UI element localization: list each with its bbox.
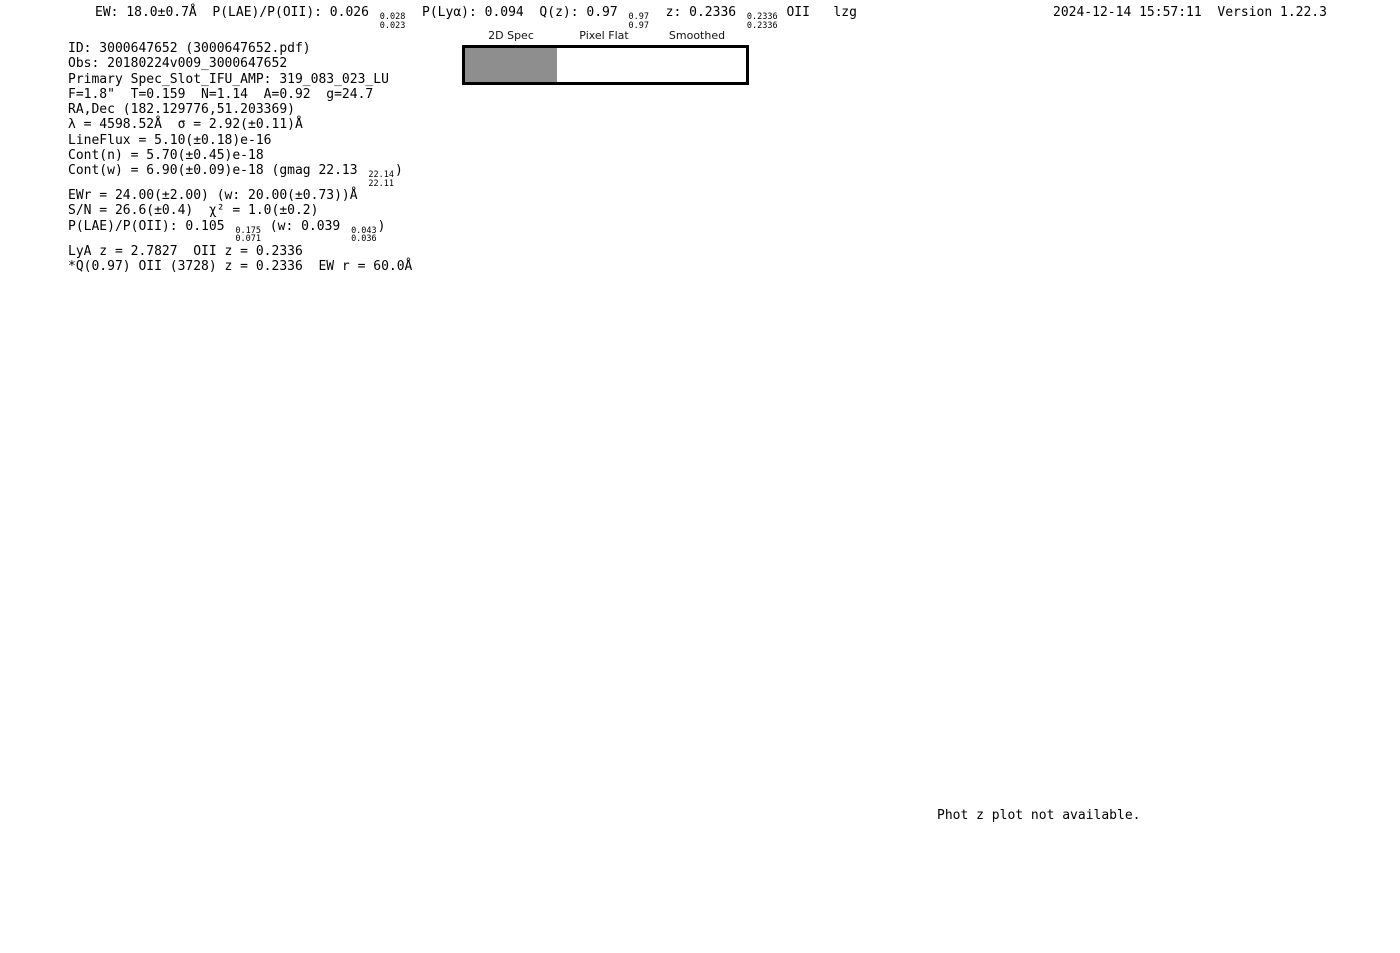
info-line: LyA z = 2.7827 OII z = 0.2336 <box>68 243 303 259</box>
stacked-uncertainty: 0.028 0.023 <box>379 12 406 31</box>
stacked-uncertainty: 0.2336 0.2336 <box>746 12 778 31</box>
spec2d-column-title: Smoothed <box>668 29 726 42</box>
info-line: P(LAE)/P(OII): 0.105 0.175 0.071 (w: 0.039 0.043 0.036 ) <box>68 218 386 244</box>
photz-note: Phot z plot not available. <box>937 808 1141 823</box>
info-line: Obs: 20180224v009_3000647652 <box>68 56 288 72</box>
spec2d-image <box>465 48 557 82</box>
detection-info-block <box>68 41 412 274</box>
stacked-uncertainty: 0.175 0.071 <box>235 225 261 244</box>
header-datetime <box>1053 5 1327 20</box>
spec2d-column-title: 2D Spec <box>488 29 534 42</box>
stacked-uncertainty: 22.14 22.11 <box>368 170 395 189</box>
info-line: S/N = 26.6(±0.4) χ² = 1.0(±0.2) <box>68 203 319 219</box>
info-line: *Q(0.97) OII (3728) z = 0.2336 EW r = 60.0Å <box>68 258 413 274</box>
info-line: Cont(n) = 5.70(±0.45)e-18 <box>68 147 264 163</box>
info-line: RA,Dec (182.129776,51.203369) <box>68 102 295 117</box>
timestamp: 2024-12-14 15:57:11 <box>1053 5 1202 20</box>
spec2d-row <box>462 45 749 85</box>
info-line: EWr = 24.00(±2.00) (w: 20.00(±0.73))Å <box>68 188 358 203</box>
header-summary: EW: 18.0±0.7Å P(LAE)/P(OII): 0.026 0.028 0.023 P(Lyα): 0.094 Q(z): 0.97 0.97 0.97 z: 0.2336 0.2336 0.2336 OII lzg <box>95 5 857 31</box>
info-line: λ = 4598.52Å σ = 2.92(±0.11)Å <box>68 117 303 133</box>
info-line: Primary Spec_Slot_IFU_AMP: 319_083_023_LU <box>68 71 389 87</box>
spec2d-column-title: Pixel Flat <box>579 29 629 42</box>
info-line: Cont(w) = 6.90(±0.09)e-18 (gmag 22.13 22.14 22.11 ) <box>68 163 403 189</box>
info-line: LineFlux = 5.10(±0.18)e-16 <box>68 132 272 148</box>
version-label: Version 1.22.3 <box>1217 5 1327 20</box>
stacked-uncertainty: 0.043 0.036 <box>351 225 377 244</box>
info-line: ID: 3000647652 (3000647652.pdf) <box>68 41 311 56</box>
stacked-uncertainty: 0.97 0.97 <box>628 12 649 31</box>
info-line: F=1.8" T=0.159 N=1.14 A=0.92 g=24.7 <box>68 86 374 102</box>
